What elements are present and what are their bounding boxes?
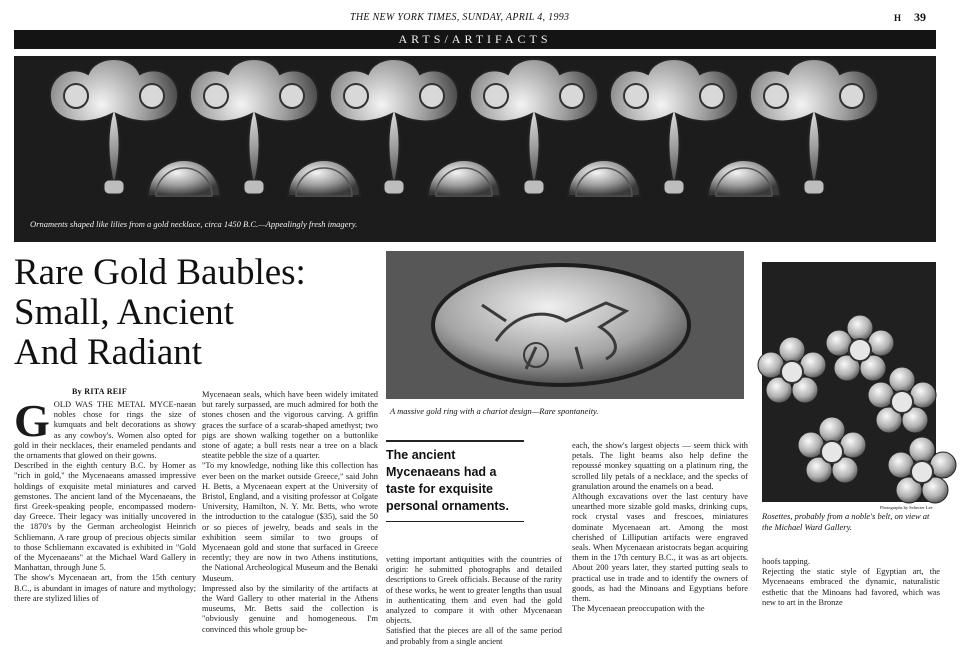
photo-credit: Photographs by Schecter Lee — [880, 505, 933, 510]
headline-line: And Radiant — [14, 332, 203, 373]
rosettes-photo — [762, 262, 936, 502]
gold-ring-photo — [386, 251, 744, 399]
necklace-illustration — [14, 56, 936, 242]
article-column-5 — [762, 557, 940, 607]
page-number: 39 — [914, 10, 926, 24]
headline — [14, 253, 374, 373]
pull-quote: The ancient Mycenaeans had a taste for exquisite personal ornaments. — [386, 440, 524, 522]
paragraph: Mycenaean seals, which have been widely imitated but rarely surpassed, are much admired for both the stones chosen and the vigorous carving. A griffin graces the surface of a scarab-shaped amethyst; two pigs are shown walking together on a buttonlike stone of agate; a bull rests near a tree on a black steatite pebble the size of a quarter. — [202, 390, 378, 461]
paragraph: hoofs tapping. — [762, 557, 810, 566]
paragraph: each, the show's largest objects — seem thick with petals. The light beams also help define the repoussé monkey squatting on a platinum ring, the scrolled lily petals of a necklace, and the specks of granulation around the enamels on a bead. — [572, 441, 748, 491]
section-mark: H — [894, 13, 902, 23]
masthead — [0, 10, 960, 30]
gold-ring-illustration — [386, 251, 744, 399]
ring-caption: A massive gold ring with a chariot design—Rare spontaneity. — [390, 406, 599, 416]
paragraph: Described in the eighth century B.C. by Homer as "rich in gold," the Mycenaeans amassed impressive holdings of exquisite metal miniatures and carved gemstones. The ancient land of the Mycenaeans, the first Greek-speaking people, encompassed modern-day Greece. Their legacy was initially uncovered in the 1870's by the German archeologist Heinrich Schliemann. A rare group of precious objects similar to those Schliemann excavated is exhibited in "Gold of the Mycenaeans" at the Michael Ward Gallery in Manhattan, through June 5. — [14, 461, 196, 573]
paragraph: Rejecting the static style of Egyptian art, the Mycenaeans embraced the dynamic, naturalistic esthetic that the Minoans had favored, which was new to art in the Bronze — [762, 567, 940, 607]
headline-line: Small, Ancient — [14, 292, 234, 333]
rosettes-caption: Rosettes, probably from a noble's belt, on view at the Michael Ward Gallery. — [762, 511, 930, 532]
article-column-2 — [202, 390, 378, 634]
article-column-3 — [386, 555, 562, 646]
headline-line: Rare Gold Baubles: — [14, 252, 306, 293]
paragraph: The Mycenaean preoccupation with the — [572, 604, 705, 614]
paragraph: "To my knowledge, nothing like this collection has ever been on the market outside Greece," said John H. Betts, a Mycenaean expert at the University of Bristol, England, and a visiting professor at Colgate University, Hamilton, N. Y. Mr. Betts, who wrote the introduction to the catalogue ($35), said the 50 or so pieces of jewelry, beads and seals in the exhibition seem similar to two groups of Mycenaean gold and stone that surfaced in Greece recently; they are now in two Athens institutions, the National Archeological Museum and the Benaki Museum. — [202, 461, 378, 583]
drop-cap: G — [14, 395, 50, 446]
byline: By RITA REIF — [72, 387, 128, 396]
section-banner: ARTS/ARTIFACTS — [14, 30, 936, 49]
paper-dateline: THE NEW YORK TIMES, SUNDAY, APRIL 4, 1993 — [350, 12, 570, 23]
necklace-caption: Ornaments shaped like lilies from a gold necklace, circa 1450 B.C.—Appealingly fresh imagery. — [30, 219, 358, 229]
paragraph: vetting important antiquities with the countries of origin: he submitted photographs and detailed descriptions to Greek officials. Because of the rarity of these works, he went to greater lengths than usual in authenticating them and even had the gold analyzed to compare it with other Mycenaean objects. — [386, 555, 562, 626]
paragraph: Satisfied that the pieces are all of the same period and probably from a single ancient — [386, 626, 562, 646]
paragraph: The show's Mycenaean art, from the 15th century B.C., is abundant in images of nature and mythology; there are stylized lilies of — [14, 573, 196, 603]
article-column-4 — [572, 441, 748, 614]
article-column-1 — [14, 395, 196, 603]
paragraph: OLD WAS THE METAL MYCE-naean nobles chose for rings the size of kumquats and belt decorations as showy as any cowboy's. Women also opted for gold in their necklaces, their enameled pendants and the ornaments that glowed on their gowns. — [14, 400, 196, 461]
paragraph: Although excavations over the last century have unearthed more sizable gold masks, drinking cups, rock crystal vases and frescoes, miniatures dominate Mycenaean art. Among the most cherished of Lilliputian artifacts were engraved seals. When Mycenaean aristocrats began acquiring them in the 17th century B.C., it was as art objects. About 200 years later, they started putting seals to practical use in trade and to identify the owners of goods, as had the Minoans and Egyptians before them. — [572, 492, 748, 604]
paragraph: Impressed also by the similarity of the artifacts at the Ward Gallery to other material in the Athens museums, Mr. Betts said the collection is "obviously genuine and homogeneous. I'm convinced this whole group be- — [202, 583, 378, 634]
rosettes-illustration — [762, 262, 936, 502]
necklace-photo — [14, 56, 936, 242]
